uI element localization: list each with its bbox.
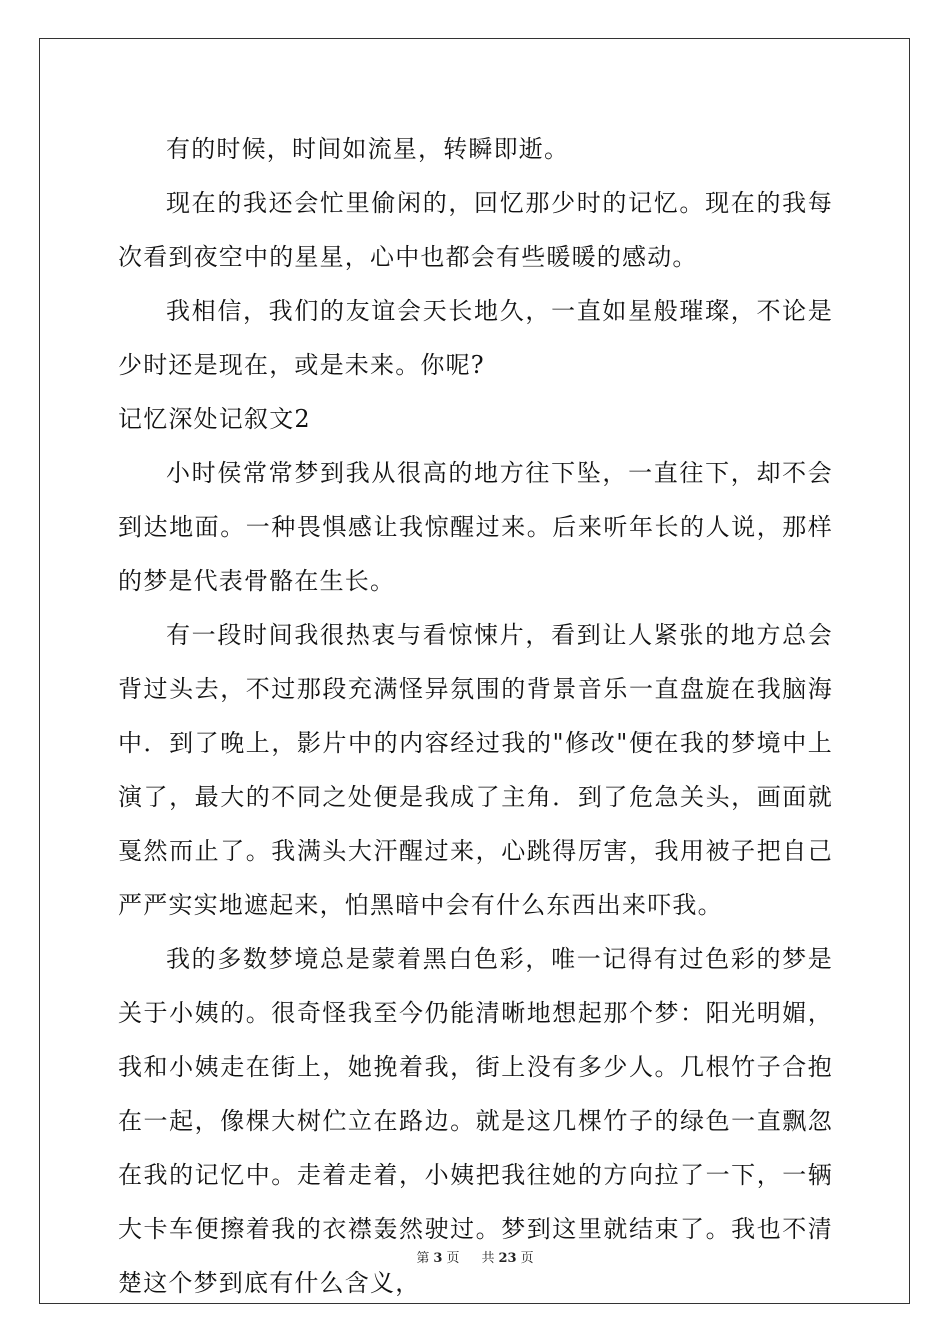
- paragraph-1: 有的时候，时间如流星，转瞬即逝。: [166, 135, 570, 163]
- page-total: 23: [498, 1251, 517, 1266]
- page-current: 3: [433, 1251, 443, 1266]
- page-footer: [0, 1247, 950, 1266]
- paragraph-6: 我的多数梦境总是蒙着黑白色彩，唯一记得有过色彩的梦是关于小姨的。很奇怪我至今仍能清晰地想起那个梦：阳光明媚，我和小姨走在街上，她挽着我，街上没有多少人。几根竹子合抱在一起，像棵大树伫立在路边。就是这几棵竹子的绿色一直飘忽在我的记忆中。走着走着，小姨把我往她的方向拉了一下，一辆大卡车便擦着我的衣襟轰然驶过。梦到这里就结束了。我也不清楚这个梦到底有什么含义，: [118, 945, 833, 1297]
- document-body: [118, 122, 833, 1310]
- page-suffix: 页: [446, 1251, 460, 1266]
- page-prefix: 第: [416, 1251, 430, 1266]
- paragraph-2: 现在的我还会忙里偷闲的，回忆那少时的记忆。现在的我每次看到夜空中的星星，心中也都会有些暖暖的感动。: [118, 189, 833, 271]
- paragraph-5: 有一段时间我很热衷与看惊悚片，看到让人紧张的地方总会背过头去，不过那段充满怪异氛围的背景音乐一直盘旋在我脑海中．到了晚上，影片中的内容经过我的"修改"便在我的梦境中上演了，最大的不同之处便是我成了主角．到了危急关头，画面就戛然而止了。我满头大汗醒过来，心跳得厉害，我用被子把自己严严实实地遮起来，怕黑暗中会有什么东西出来吓我。: [118, 621, 833, 919]
- section-heading: 记忆深处记叙文2: [118, 405, 311, 433]
- total-suffix: 页: [520, 1251, 534, 1266]
- total-prefix: 共: [481, 1251, 495, 1266]
- paragraph-3: 我相信，我们的友谊会天长地久，一直如星般璀璨，不论是少时还是现在，或是未来。你呢?: [118, 297, 833, 379]
- paragraph-4: 小时侯常常梦到我从很高的地方往下坠，一直往下，却不会到达地面。一种畏惧感让我惊醒过来。后来听年长的人说，那样的梦是代表骨骼在生长。: [118, 459, 833, 595]
